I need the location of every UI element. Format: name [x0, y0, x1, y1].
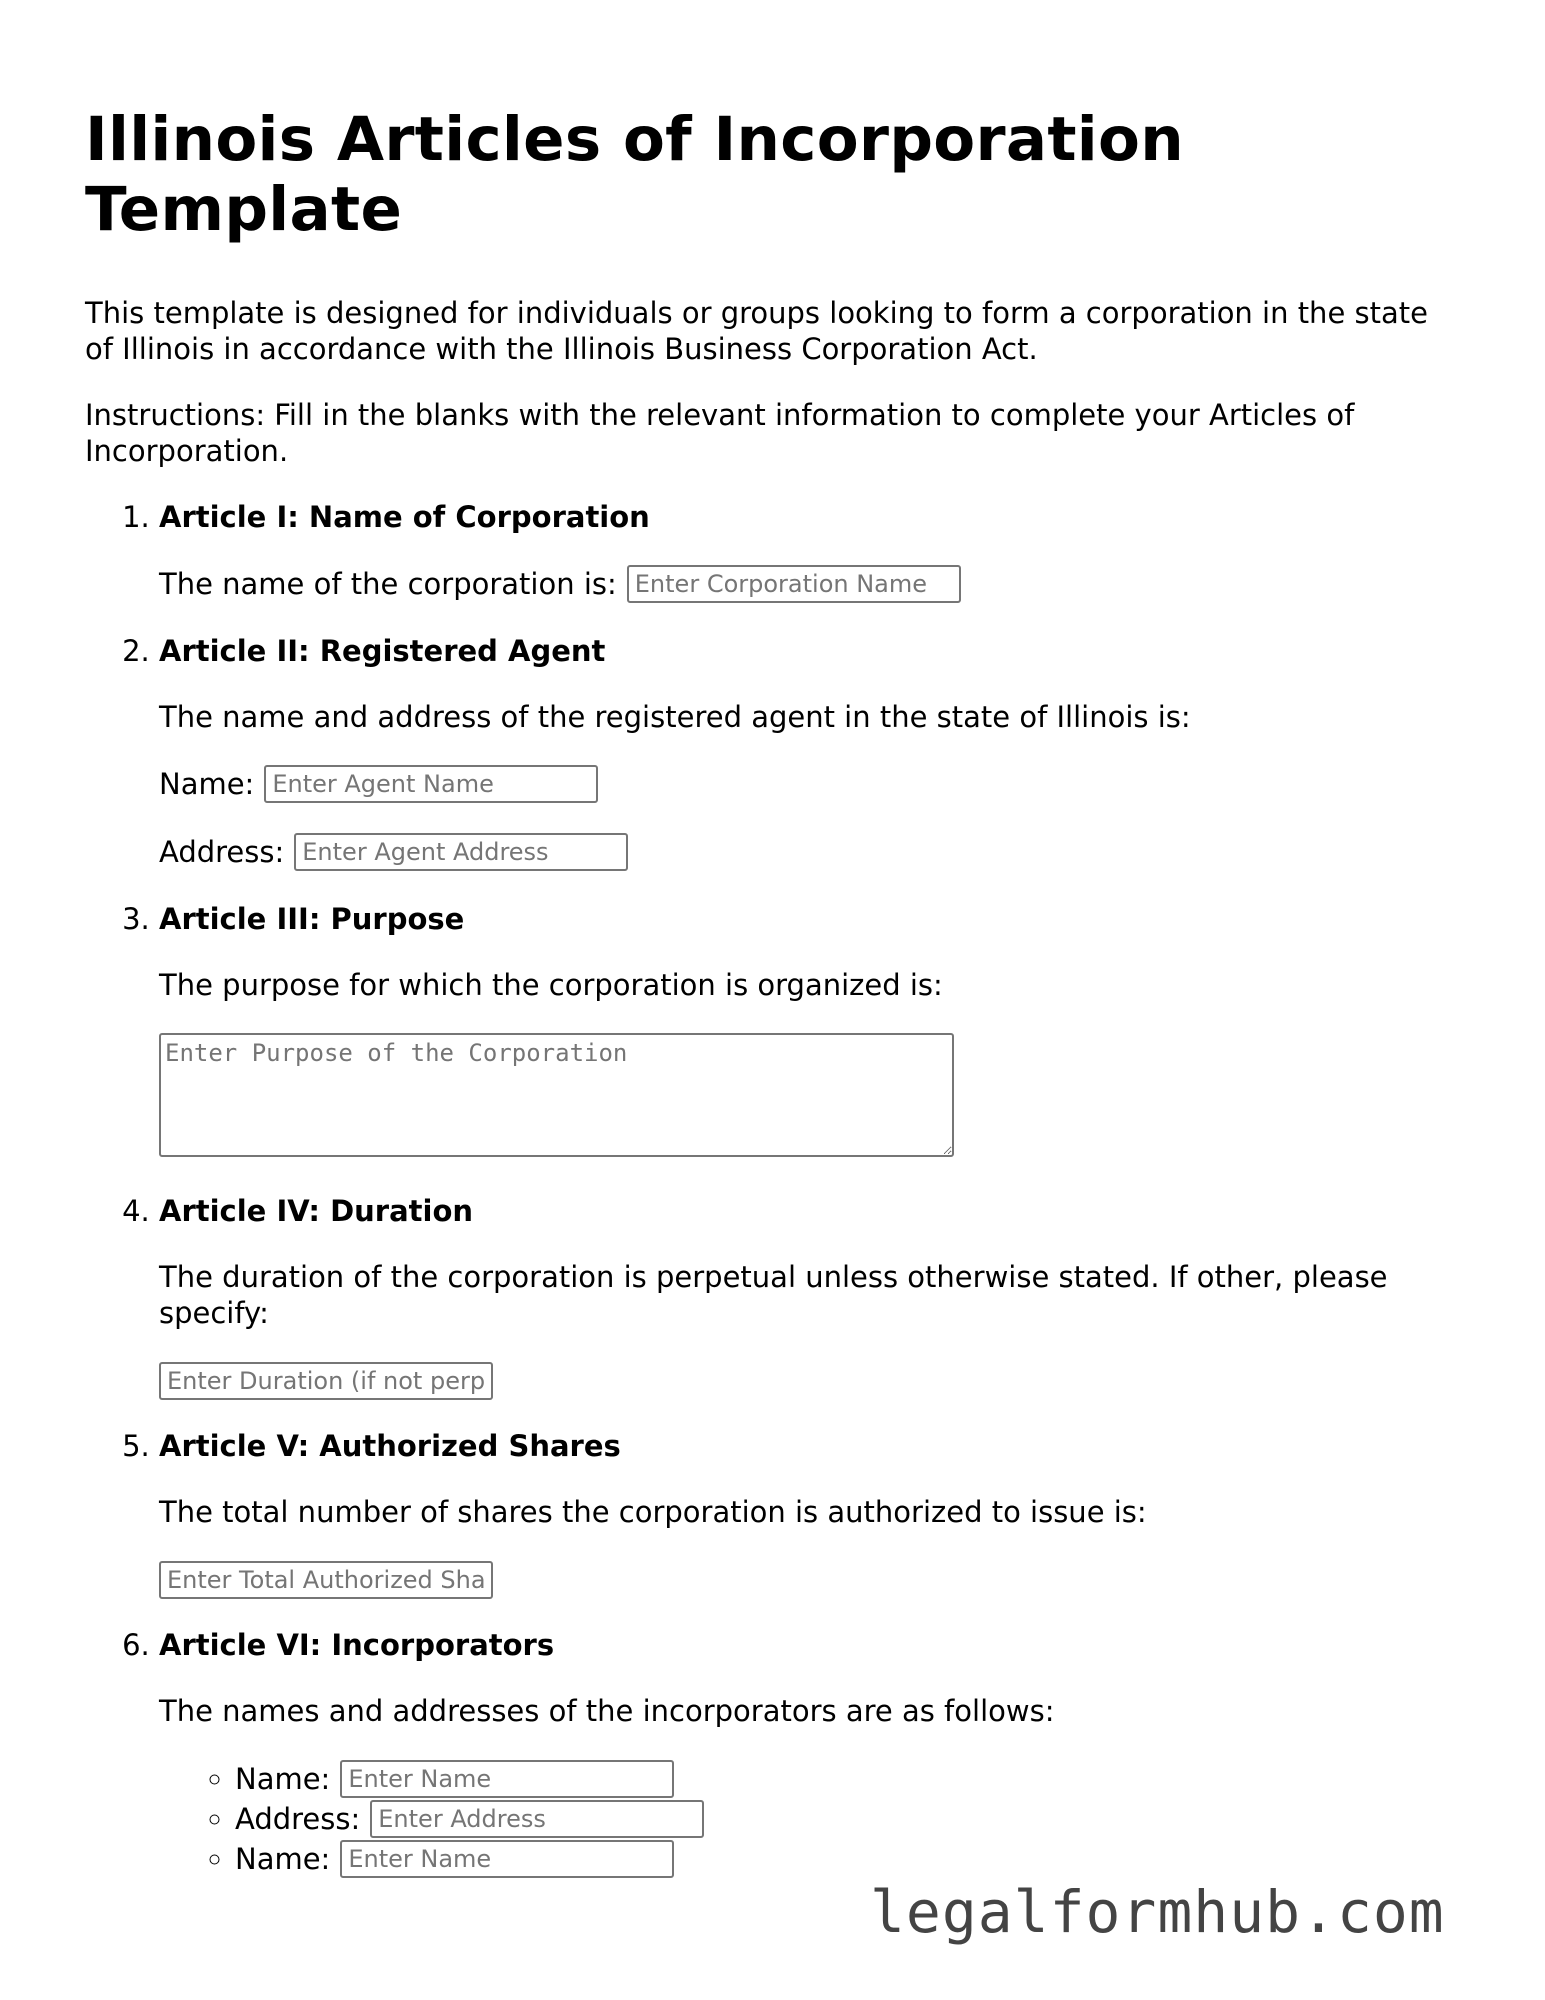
- article-4-title: 4. Article IV: Duration: [159, 1194, 474, 1228]
- incorporator-name-input[interactable]: [340, 1760, 674, 1798]
- incorporator-name-input-2[interactable]: [340, 1840, 674, 1878]
- list-item: [235, 1759, 1465, 1799]
- article-4: [159, 1193, 1465, 1400]
- intro-paragraph: This template is designed for individuals or groups looking to form a corporation in the state of Illinois in accordance with the Illinois Business Corporation Act.: [85, 296, 1428, 366]
- corporation-name-row: [159, 565, 1465, 603]
- shares-input[interactable]: [159, 1561, 493, 1599]
- agent-name-label: Name:: [159, 767, 255, 801]
- incorporator-address-input[interactable]: [370, 1800, 704, 1838]
- articles-list: [85, 499, 1465, 1879]
- instructions-paragraph: Instructions: Fill in the blanks with the relevant information to complete your Articles of Incorporation.: [85, 398, 1355, 468]
- agent-address-input[interactable]: [294, 833, 628, 871]
- agent-address-row: [159, 833, 1465, 871]
- article-5: [159, 1428, 1465, 1599]
- article-1-title: 1. Article I: Name of Corporation: [159, 500, 650, 534]
- article-3: [159, 901, 1465, 1165]
- agent-description: The name and address of the registered agent in the state of Illinois is:: [159, 700, 1191, 734]
- page-title: Illinois Articles of Incorporation Template: [85, 104, 1184, 245]
- list-item: [235, 1799, 1465, 1839]
- duration-input[interactable]: [159, 1362, 493, 1400]
- document: [85, 105, 1465, 1907]
- agent-name-input[interactable]: [264, 765, 598, 803]
- article-6: [159, 1627, 1465, 1879]
- agent-name-row: [159, 765, 1465, 803]
- article-6-title: 6. Article VI: Incorporators: [159, 1628, 555, 1662]
- corporation-name-input[interactable]: [627, 565, 961, 603]
- corporation-name-label: The name of the corporation is:: [159, 567, 617, 601]
- purpose-textarea[interactable]: [159, 1033, 954, 1157]
- agent-address-label: Address:: [159, 835, 285, 869]
- article-1: [159, 499, 1465, 603]
- watermark: legalformhub.com: [870, 1878, 1445, 1946]
- article-2-title: 2. Article II: Registered Agent: [159, 634, 606, 668]
- article-5-title: 5. Article V: Authorized Shares: [159, 1429, 621, 1463]
- purpose-description: The purpose for which the corporation is organized is:: [159, 968, 943, 1002]
- list-item: [235, 1839, 1465, 1879]
- duration-description: The duration of the corporation is perpetual unless otherwise stated. If other, please specify:: [159, 1260, 1388, 1330]
- incorporator-name-label: ◦ Name:: [235, 1762, 331, 1796]
- incorporator-name-label-2: ◦ Name:: [235, 1842, 331, 1876]
- shares-description: The total number of shares the corporation is authorized to issue is:: [159, 1495, 1147, 1529]
- article-2: [159, 633, 1465, 871]
- article-3-title: 3. Article III: Purpose: [159, 902, 465, 936]
- incorporators-description: The names and addresses of the incorporators are as follows:: [159, 1694, 1055, 1728]
- incorporators-list: [159, 1759, 1465, 1879]
- incorporator-address-label: ◦ Address:: [235, 1802, 361, 1836]
